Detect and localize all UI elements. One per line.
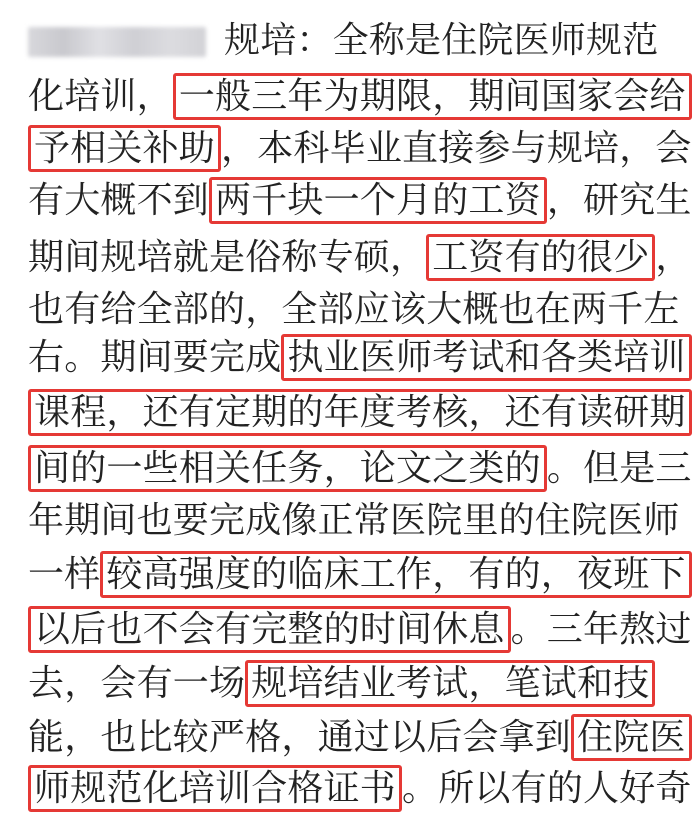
text-line-8 bbox=[28, 384, 692, 442]
text-line-5 bbox=[28, 229, 692, 287]
text-line-10 bbox=[28, 492, 680, 550]
highlight-box: 师规范化培训合格证书 bbox=[28, 765, 402, 812]
highlight-box: 一般三年为期限，期间国家会给 bbox=[173, 73, 692, 120]
text-segment: 去，会有一场 bbox=[28, 663, 246, 704]
text-line-11 bbox=[28, 546, 692, 604]
text-segment: 。三年熬过 bbox=[510, 609, 692, 650]
highlight-box: 规培结业考试，笔试和技 bbox=[245, 660, 655, 707]
text-line-13 bbox=[28, 655, 655, 713]
highlight-box: 两千块一个月的工资 bbox=[209, 177, 547, 224]
text-segment: 右。期间要完成 bbox=[28, 337, 282, 378]
highlight-box: 间的一些相关任务，论文之类的 bbox=[28, 445, 547, 492]
blurred-username bbox=[28, 27, 206, 57]
text-line-7 bbox=[28, 329, 692, 387]
text-segment: 。但是三 bbox=[546, 448, 692, 489]
text-segment: 一样 bbox=[28, 554, 101, 595]
text-line-14 bbox=[28, 709, 692, 767]
highlight-box: 执业医师考试和各类培训 bbox=[281, 334, 691, 381]
text-line-9 bbox=[28, 440, 692, 498]
highlight-box: 工资有的很少 bbox=[426, 234, 655, 281]
highlight-box: 以后也不会有完整的时间休息 bbox=[28, 606, 511, 653]
text-segment: 。所以有的人好奇 bbox=[402, 768, 692, 809]
highlight-box: 予相关补助 bbox=[28, 125, 221, 172]
highlight-box: 较高强度的临床工作，有的，夜班下 bbox=[100, 551, 691, 598]
highlight-box: 住院医 bbox=[571, 714, 692, 761]
text-line-3 bbox=[28, 120, 692, 178]
text-segment: ，本科毕业直接参与规培，会 bbox=[221, 128, 692, 169]
text-segment: 有大概不到 bbox=[28, 180, 210, 221]
text-line-4 bbox=[28, 172, 692, 230]
text-segment: 规培：全称是住院医师规范 bbox=[224, 20, 659, 61]
text-segment: ，研究生 bbox=[546, 180, 692, 221]
text-line-12 bbox=[28, 601, 692, 659]
text-segment: 化培训， bbox=[28, 76, 173, 117]
text-line-15 bbox=[28, 760, 692, 818]
text-line-2 bbox=[28, 68, 692, 126]
text-segment: 能，也比较严格，通过以后会拿到 bbox=[28, 717, 572, 758]
highlight-box: 课程，还有定期的年度考核，还有读研期 bbox=[28, 389, 692, 436]
text-segment: 年期间也要完成像正常医院里的住院医师 bbox=[28, 500, 680, 541]
text-segment: ， bbox=[655, 237, 692, 278]
text-segment: 期间规培就是俗称专硕， bbox=[28, 237, 427, 278]
text-line-1 bbox=[28, 12, 658, 70]
text-segment: 也有给全部的，全部应该大概也在两千左 bbox=[28, 289, 680, 330]
